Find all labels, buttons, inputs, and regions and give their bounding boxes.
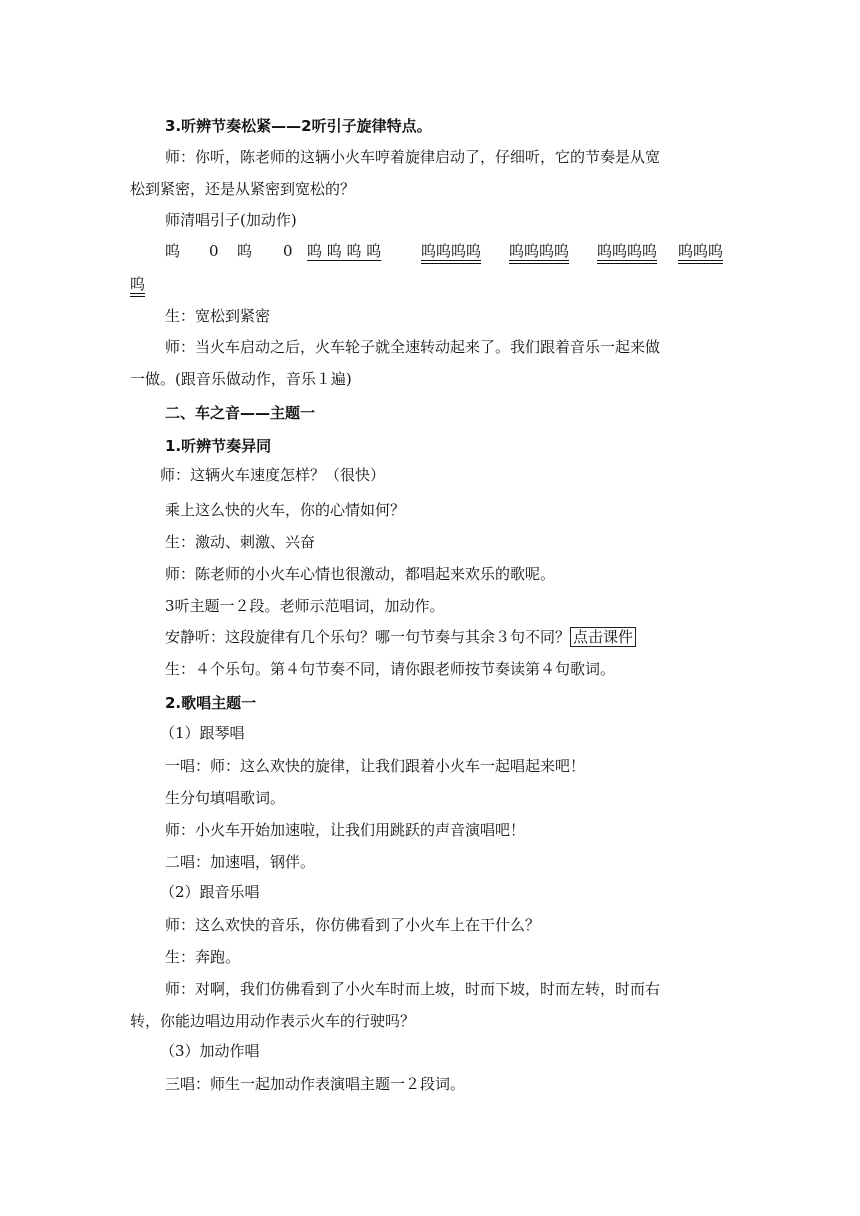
paragraph: （3）加动作唱 bbox=[160, 1042, 260, 1060]
rhythm-group: 呜呜呜呜 bbox=[597, 242, 658, 260]
rhythm-notation bbox=[165, 241, 765, 265]
paragraph: 二唱：加速唱，钢伴。 bbox=[165, 853, 316, 871]
paragraph: 师：这么欢快的音乐，你仿佛看到了小火车上在干什么？ bbox=[165, 916, 541, 934]
rhythm-group: 呜呜呜 bbox=[678, 242, 724, 260]
paragraph: 3听主题一２段。老师示范唱词，加动作。 bbox=[165, 597, 445, 615]
paragraph: 师：当火车启动之后，火车轮子就全速转动起来了。我们跟着音乐一起来做 bbox=[165, 338, 661, 356]
paragraph: 师：你听，陈老师的这辆小火车哼着旋律启动了，仔细听，它的节奏是从宽 bbox=[165, 148, 661, 166]
rhythm-note: 呜 bbox=[165, 242, 181, 260]
paragraph: 三唱：师生一起加动作表演唱主题一２段词。 bbox=[165, 1075, 466, 1093]
paragraph: （1）跟琴唱 bbox=[160, 724, 245, 742]
paragraph: 生：４个乐句。第４句节奏不同，请你跟老师按节奏读第４句歌词。 bbox=[165, 660, 616, 678]
paragraph: 一做。(跟音乐做动作，音乐１遍) bbox=[130, 370, 352, 388]
paragraph: 松到紧密，还是从紧密到宽松的？ bbox=[130, 180, 356, 198]
rhythm-group: 呜 bbox=[130, 275, 146, 293]
paragraph-text: 安静听：这段旋律有几个乐句？哪一句节奏与其余３句不同？ bbox=[165, 628, 571, 646]
rhythm-rest: 0 bbox=[283, 242, 293, 260]
paragraph: 师：这辆火车速度怎样？（很快） bbox=[160, 466, 386, 484]
rhythm-continuation bbox=[130, 274, 145, 294]
section-heading: 3.听辨节奏松紧——2听引子旋律特点。 bbox=[165, 117, 432, 135]
section-heading: 二、车之音——主题一 bbox=[165, 404, 316, 422]
paragraph: 师：对啊，我们仿佛看到了小火车时而上坡，时而下坡，时而左转，时而右 bbox=[165, 980, 661, 998]
paragraph: 转，你能边唱边用动作表示火车的行驶吗？ bbox=[130, 1012, 416, 1030]
rhythm-group: 呜 呜 呜 呜 bbox=[307, 242, 382, 260]
paragraph: 生：激动、刺激、兴奋 bbox=[165, 533, 316, 551]
paragraph: 乘上这么快的火车，你的心情如何？ bbox=[165, 501, 406, 519]
paragraph: 师清唱引子(加动作) bbox=[165, 211, 297, 229]
paragraph: 师：陈老师的小火车心情也很激动，都唱起来欢乐的歌呢。 bbox=[165, 565, 556, 583]
paragraph: 生：奔跑。 bbox=[165, 948, 241, 966]
rhythm-group: 呜呜呜呜 bbox=[509, 242, 570, 260]
courseware-link[interactable]: 点击课件 bbox=[570, 627, 636, 647]
subsection-heading: 2.歌唱主题一 bbox=[165, 694, 257, 712]
rhythm-group: 呜呜呜呜 bbox=[421, 242, 482, 260]
paragraph: 生：宽松到紧密 bbox=[165, 307, 271, 325]
paragraph: 师：小火车开始加速啦，让我们用跳跃的声音演唱吧！ bbox=[165, 821, 526, 839]
subsection-heading: 1.听辨节奏异同 bbox=[165, 437, 272, 455]
rhythm-note: 呜 bbox=[237, 242, 253, 260]
paragraph: （2）跟音乐唱 bbox=[160, 883, 260, 901]
rhythm-rest: 0 bbox=[209, 242, 219, 260]
paragraph bbox=[165, 627, 636, 647]
paragraph: 生分句填唱歌词。 bbox=[165, 789, 286, 807]
paragraph: 一唱：师：这么欢快的旋律，让我们跟着小火车一起唱起来吧！ bbox=[165, 757, 586, 775]
